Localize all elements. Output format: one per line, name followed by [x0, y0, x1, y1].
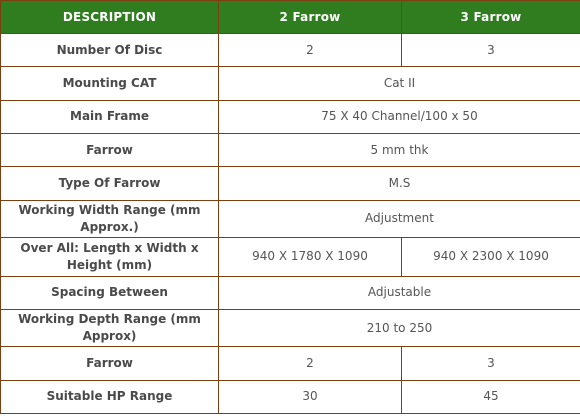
row-label: Working Depth Range (mm Approx)	[1, 309, 219, 346]
table-row	[1, 276, 580, 309]
table-row	[1, 347, 580, 380]
value-3-farrow: 45	[402, 380, 580, 413]
value-3-farrow: 3	[402, 34, 580, 67]
row-label: Spacing Between	[1, 276, 219, 309]
value-2-farrow: 940 X 1780 X 1090	[219, 238, 402, 276]
row-label: Type Of Farrow	[1, 167, 219, 200]
value-3-farrow: 940 X 2300 X 1090	[402, 238, 580, 276]
value-merged: 75 X 40 Channel/100 x 50	[219, 100, 580, 133]
table-header-row	[1, 1, 580, 34]
table-row	[1, 34, 580, 67]
table-row	[1, 100, 580, 133]
row-label: Farrow	[1, 347, 219, 380]
value-merged: 210 to 250	[219, 309, 580, 346]
header-3-farrow: 3 Farrow	[402, 1, 580, 34]
value-merged: 5 mm thk	[219, 134, 580, 167]
table-row	[1, 238, 580, 276]
row-label: Working Width Range (mm Approx.)	[1, 200, 219, 237]
row-label: Farrow	[1, 134, 219, 167]
table-row	[1, 380, 580, 413]
value-merged: Adjustment	[219, 200, 580, 237]
row-label: Main Frame	[1, 100, 219, 133]
table-row	[1, 309, 580, 346]
value-merged: M.S	[219, 167, 580, 200]
row-label: Suitable HP Range	[1, 380, 219, 413]
value-2-farrow: 2	[219, 34, 402, 67]
value-3-farrow: 3	[402, 347, 580, 380]
table-row	[1, 67, 580, 100]
row-label: Number Of Disc	[1, 34, 219, 67]
value-2-farrow: 30	[219, 380, 402, 413]
row-label: Mounting CAT	[1, 67, 219, 100]
table-row	[1, 200, 580, 237]
value-merged: Cat II	[219, 67, 580, 100]
value-2-farrow: 2	[219, 347, 402, 380]
table-row	[1, 134, 580, 167]
table-row	[1, 167, 580, 200]
value-merged: Adjustable	[219, 276, 580, 309]
header-2-farrow: 2 Farrow	[219, 1, 402, 34]
row-label: Over All: Length x Width x Height (mm)	[1, 238, 219, 276]
header-description: DESCRIPTION	[1, 1, 219, 34]
